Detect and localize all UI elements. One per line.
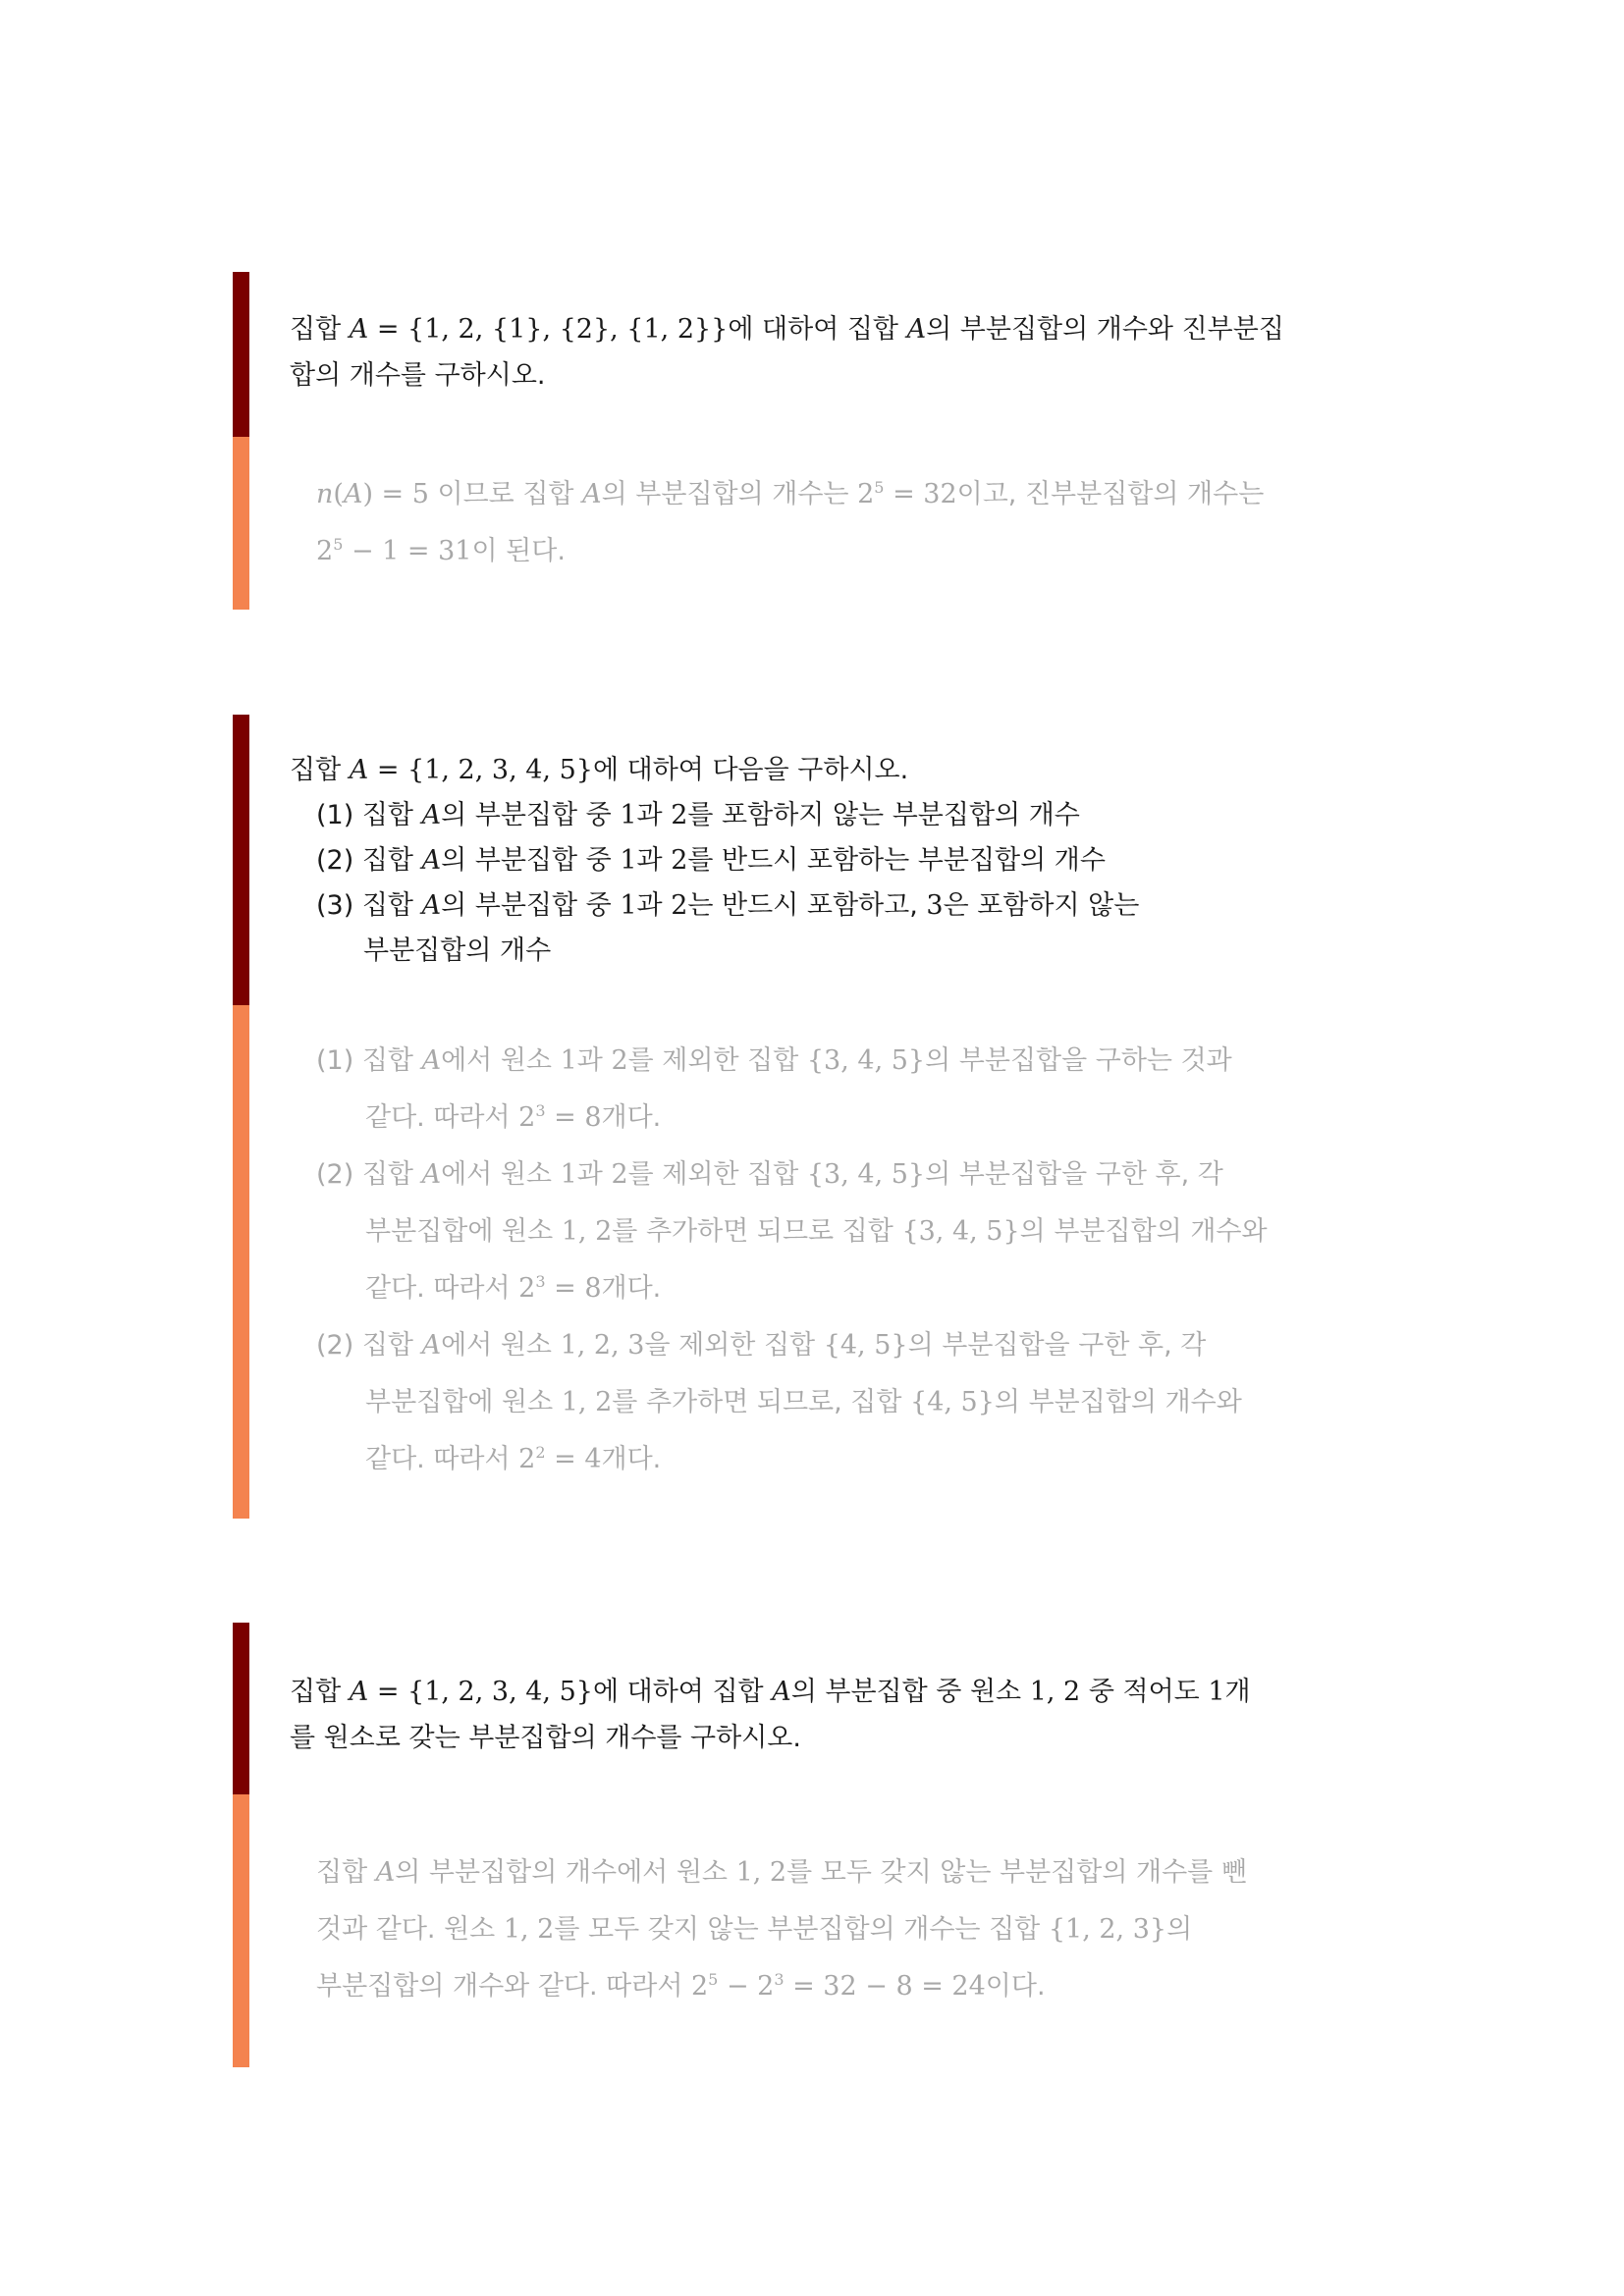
- answer-1: [316, 466, 1357, 580]
- answer-2-item-1: (1) 집합 A에서 원소 1과 2를 제외한 집합 {3, 4, 5}의 부분집합을 구하는 것과 같다. 따라서 $2^3 = 8$개다.: [316, 1045, 1232, 1133]
- answer-1-line-2: $2^5 - 1 = 31$이 된다.: [316, 535, 566, 566]
- question-2-intro: 집합 A = {1, 2, 3, 4, 5}에 대하여 다음을 구하시오.: [290, 755, 909, 785]
- answer-3-line-2: 것과 같다. 원소 1, 2를 모두 갖지 않는 부분집합의 개수는 집합 {1, 2, 3}의: [316, 1914, 1193, 1945]
- answer-3-line-1: 집합 A의 부분집합의 개수에서 원소 1, 2를 모두 갖지 않는 부분집합의 개수를 뺀: [316, 1857, 1247, 1888]
- question-marker-bar: [233, 1623, 249, 1794]
- question-3-line-2: 를 원소로 갖는 부분집합의 개수를 구하시오.: [290, 1723, 801, 1753]
- answer-3-line-3: 부분집합의 개수와 같다. 따라서 $2^5 - 2^3 = 32 - 8 = 24$이다.: [316, 1970, 1046, 2002]
- question-2-item-2: (2) 집합 A의 부분집합 중 1과 2를 반드시 포함하는 부분집합의 개수: [316, 845, 1106, 876]
- answer-3: [316, 1844, 1357, 2015]
- answer-2-item-3: (2) 집합 A에서 원소 1, 2, 3을 제외한 집합 {4, 5}의 부분집합을 구한 후, 각 부분집합에 원소 1, 2를 추가하면 되므로, 집합 {4, 5}의 부분집합의 개수와 같다. 따라서 $2^2 = 4$개다.: [316, 1330, 1242, 1474]
- question-1-line-2: 합의 개수를 구하시오.: [290, 360, 546, 391]
- answer-2-item-2: (2) 집합 A에서 원소 1과 2를 제외한 집합 {3, 4, 5}의 부분집합을 구한 후, 각 부분집합에 원소 1, 2를 추가하면 되므로 집합 {3, 4, 5}의 부분집합의 개수와 같다. 따라서 $2^3 = 8$개다.: [316, 1159, 1268, 1304]
- question-1-line-1: 집합 A = {1, 2, {1}, {2}, {1, 2}}에 대하여 집합 A의 부분집합의 개수와 진부분집: [290, 314, 1284, 345]
- answer-1-line-1: n(A) = 5 이므로 집합 A의 부분집합의 개수는 $2^5 = 32$이고, 진부분집합의 개수는: [316, 478, 1265, 509]
- question-3: [290, 1669, 1360, 1761]
- question-2-item-1: (1) 집합 A의 부분집합 중 1과 2를 포함하지 않는 부분집합의 개수: [316, 800, 1080, 830]
- question-marker-bar: [233, 272, 249, 437]
- question-2-item-3: (3) 집합 A의 부분집합 중 1과 2는 반드시 포함하고, 3은 포함하지 않는 부분집합의 개수: [290, 883, 1360, 974]
- question-marker-bar: [233, 715, 249, 1005]
- answer-marker-bar: [233, 1794, 249, 2067]
- question-2-item-3-cont: 부분집합의 개수: [363, 935, 552, 966]
- question-2: [290, 748, 1360, 974]
- answer-marker-bar: [233, 1005, 249, 1519]
- question-3-line-1: 집합 A = {1, 2, 3, 4, 5}에 대하여 집합 A의 부분집합 중 원소 1, 2 중 적어도 1개: [290, 1677, 1251, 1707]
- answer-marker-bar: [233, 437, 249, 610]
- answer-2: [316, 1033, 1357, 1488]
- question-1: [290, 306, 1360, 399]
